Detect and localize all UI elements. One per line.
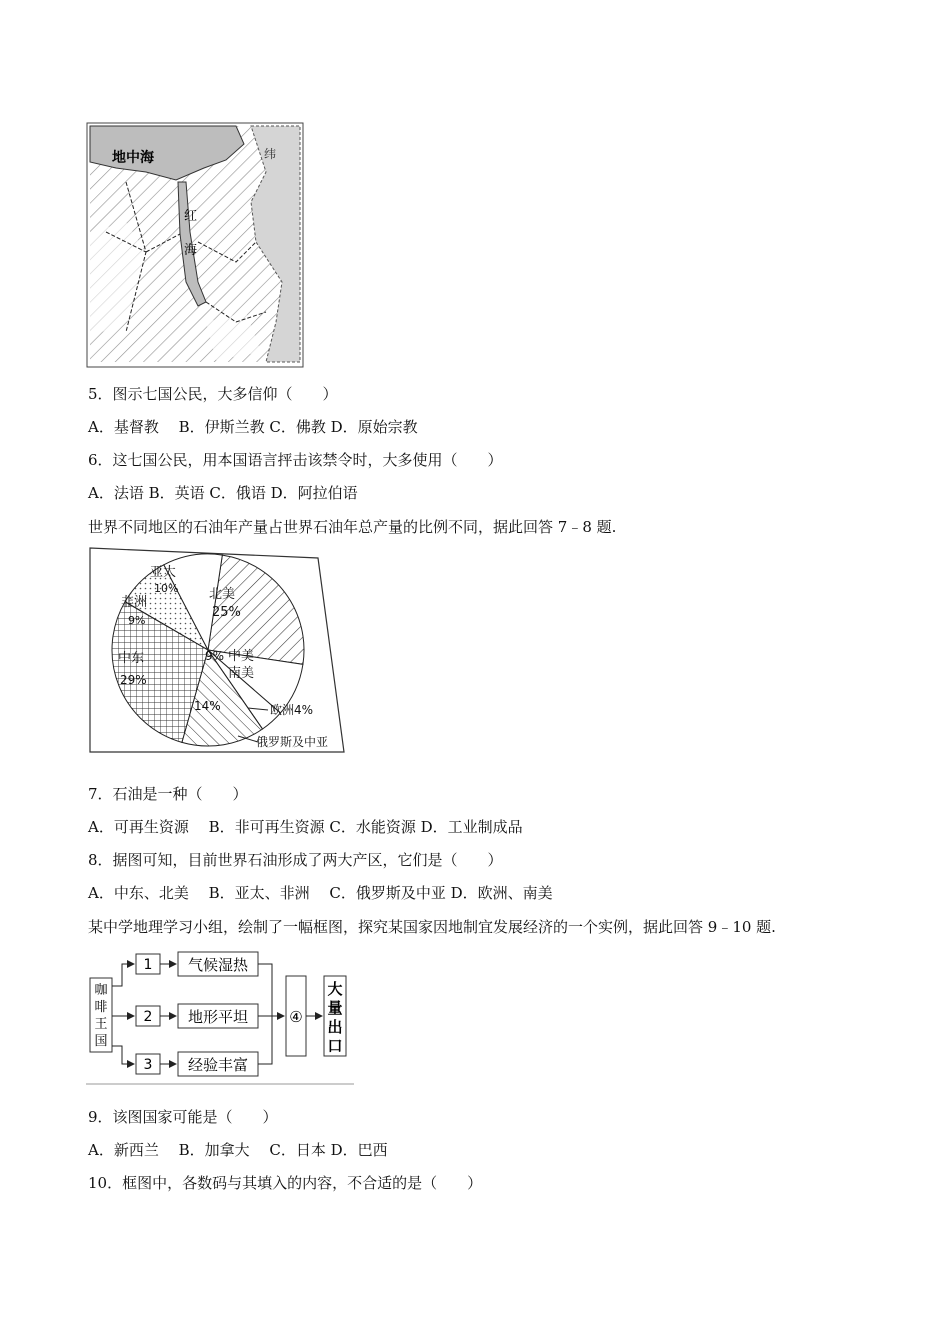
pie-label-sa-b: 南美 [228, 666, 255, 681]
intro-9-10: 某中学地理学习小组，绘制了一幅框图，探究某国家因地制宜发展经济的一个实例，据此回答 9﹣10 题. [88, 918, 776, 936]
question-8-options: A．中东、北美 B．亚太、非洲 C．俄罗斯及中亚 D．欧洲、南美 [88, 884, 553, 902]
question-5-options: A．基督教 B．伊斯兰教 C．佛教 D．原始宗教 [88, 418, 418, 436]
factor-1: 气候湿热 [187, 956, 249, 974]
question-7-options: A．可再生资源 B．非可再生资源 C．水能资源 D．工业制成品 [88, 818, 523, 836]
pie-label-af: 非洲 [121, 595, 148, 610]
pie-label-ap: 亚太 [150, 565, 177, 580]
map-corner-text: 纬 [264, 147, 277, 161]
pie-value-na: 25% [212, 605, 241, 620]
country-char-3: 王 [94, 1017, 108, 1032]
factor-2: 地形平坦 [187, 1008, 249, 1026]
pie-label-ru: 俄罗斯及中亚 [256, 735, 329, 749]
pie-value-sa: 9% [205, 649, 225, 663]
pie-label-eu: 欧洲4% [270, 703, 314, 717]
question-7: 7．石油是一种（ ） [88, 785, 248, 803]
question-6: 6．这七国公民，用本国语言抨击该禁令时，大多使用（ ） [88, 451, 503, 469]
question-8: 8．据图可知，目前世界石油形成了两大产区，它们是（ ） [88, 851, 503, 869]
pie-label-sa-a: 中美 [228, 649, 255, 664]
country-char-4: 国 [94, 1034, 108, 1049]
middle-east-map-figure [86, 122, 304, 368]
question-9: 9．该图国家可能是（ ） [88, 1108, 278, 1126]
result-char-1: 大 [327, 980, 343, 998]
pie-value-ru: 14% [194, 699, 221, 713]
result-char-2: 量 [327, 999, 343, 1017]
pie-value-ap: 10% [154, 582, 179, 595]
map-label-red-2: 海 [184, 243, 198, 258]
result-char-4: 口 [327, 1037, 343, 1055]
pie-label-na: 北美 [209, 587, 236, 602]
result-char-3: 出 [327, 1018, 343, 1036]
question-5: 5．图示七国公民，大多信仰（ ） [88, 385, 338, 403]
pie-value-af: 9% [128, 614, 146, 627]
question-9-options: A．新西兰 B．加拿大 C．日本 D．巴西 [88, 1141, 388, 1159]
num-1: 1 [143, 957, 153, 973]
num-3: 3 [143, 1057, 153, 1073]
map-label-red-1: 红 [184, 209, 198, 224]
map-label-sea: 地中海 [112, 150, 154, 166]
coffee-flow-diagram [86, 946, 354, 1088]
country-char-2: 啡 [94, 1000, 108, 1015]
intro-7-8: 世界不同地区的石油年产量占世界石油年总产量的比例不同，据此回答 7﹣8 题. [88, 518, 617, 536]
oil-production-pie-figure [88, 546, 346, 762]
country-char-1: 咖 [94, 983, 108, 998]
question-10: 10．框图中，各数码与其填入的内容，不合适的是（ ） [88, 1174, 483, 1192]
pie-label-me: 中东 [118, 651, 145, 666]
num-4: ④ [289, 1008, 303, 1026]
factor-3: 经验丰富 [187, 1056, 249, 1074]
question-6-options: A．法语 B．英语 C．俄语 D．阿拉伯语 [88, 484, 358, 502]
pie-value-me: 29% [120, 673, 147, 687]
num-2: 2 [143, 1009, 153, 1025]
